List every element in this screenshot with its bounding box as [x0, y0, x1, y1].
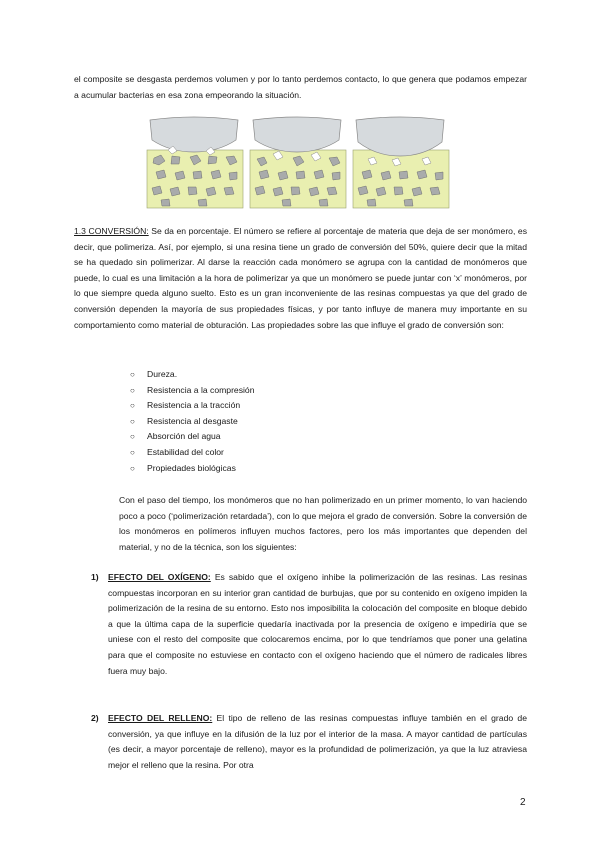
list-item: ○ Propiedades biológicas — [130, 461, 254, 477]
intro-paragraph: el composite se desgasta perdemos volumen y por lo tanto perdemos contacto, lo que genera que podamos empezar a acumular bacterias en esa zona empeorando la situación. — [74, 74, 527, 100]
bullet-circle-icon: ○ — [130, 416, 135, 426]
list-item: ○ Dureza. — [130, 367, 254, 383]
factor-oxygen — [91, 570, 527, 679]
composite-wear-diagram — [146, 112, 450, 209]
bullet-circle-icon: ○ — [130, 447, 135, 457]
list-item: ○ Resistencia a la compresión — [130, 383, 254, 399]
bullet-circle-icon: ○ — [130, 401, 135, 411]
list-item: ○ Resistencia a la tracción — [130, 398, 254, 414]
wear-panel-2 — [250, 117, 346, 208]
factor-number: 2) — [91, 713, 99, 723]
factor-number: 1) — [91, 572, 99, 582]
bullet-circle-icon: ○ — [130, 370, 135, 379]
list-item: ○ Estabilidad del color — [130, 445, 254, 461]
factor-text: El tipo de relleno de las resinas compuestas influye también en el grado de conversión, ya que influye en la difusión de la luz por el interior de la masa. A mayor cantidad de partículas (es decir, a mayor porcentaje de relleno), mayor es la profundidad de polimerización, ya que la luz atraviesa mejor el relleno que la resina. Por otra — [108, 713, 527, 770]
wear-panel-1 — [147, 117, 243, 208]
factor-filler — [91, 711, 527, 773]
factor-text: Es sabido que el oxígeno inhibe la polimerización de las resinas. Las resinas compuestas incorporan en su interior gran cantidad de burbujas, que por su contenido en oxígeno impiden la polimerización de la resina de su entorno. Esto nos imposibilita la colocación del composite en bloque debido a que la última capa de la superficie quedaría inactivada por la presencia de oxígeno e impediría que se uniese con el resto del composite que colocaremos encima, por lo que tendríamos que poner una gelatina para que el composite no estuviese en contacto con el oxígeno haciendo que el número de radicales libres fuera muy bajo. — [108, 572, 527, 676]
list-item: ○ Resistencia al desgaste — [130, 414, 254, 430]
wear-panel-3 — [353, 117, 449, 208]
section-conversion-text: Se da en porcentaje. El número se refiere al porcentaje de materia que deja de ser monómero, es decir, que polimeriza. Así, por ejemplo, si una resina tiene un grado de conversión del 50%, quiere decir que la mitad se ha quedado sin polimerizar. Al darse la reacción cada monómero se agrupa con la cantidad de monómeros que puede, lo cual es una limitación a la hora de polimerizar ya que un monómero se puede juntar con ‘x’ monómeros, por lo que siempre queda alguno suelto. Esto es un gran inconveniente de las resinas compuestas ya que del grado de conversión dependen la mayoría de sus propiedades físicas, y por tanto influye de manera muy importante en su comportamiento como material de obturación. Las propiedades sobre las que influye el grado de conversión son: — [74, 226, 528, 330]
list-item: ○ Absorción del agua — [130, 429, 254, 445]
factor-title: EFECTO DEL RELLENO: — [108, 713, 213, 723]
retarded-polymerization-paragraph: Con el paso del tiempo, los monómeros que no han polimerizado en un primer momento, lo van haciendo poco a poco (‘polimerización retardada’), con lo que mejora el grado de conversión. Sobre la conversión de los monómeros en polímeros influyen muchos factores, pero los más importantes que dependen del material, y no de la técnica, son los siguientes: — [119, 495, 527, 552]
properties-list — [130, 367, 254, 476]
bullet-circle-icon: ○ — [130, 463, 135, 473]
section-conversion — [74, 224, 527, 333]
bullet-circle-icon: ○ — [130, 432, 135, 442]
factor-title: EFECTO DEL OXÍGENO: — [108, 572, 211, 582]
section-conversion-heading: 1.3 CONVERSIÓN: — [74, 226, 149, 236]
page-number: 2 — [520, 797, 526, 808]
bullet-circle-icon: ○ — [130, 385, 135, 395]
